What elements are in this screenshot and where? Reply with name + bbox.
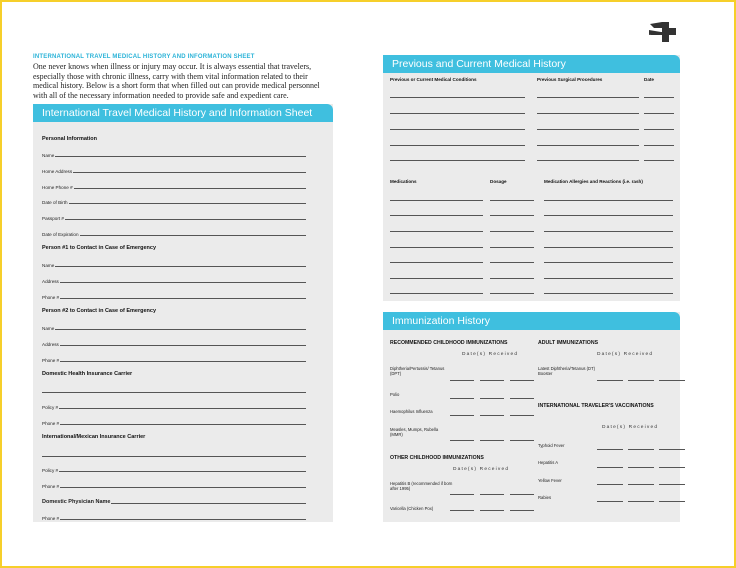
allergy-blank-line[interactable] bbox=[544, 215, 673, 216]
date-received-blank-line[interactable] bbox=[510, 380, 534, 381]
medication-blank-line[interactable] bbox=[390, 293, 483, 294]
field-home-address[interactable]: Home Address bbox=[42, 166, 306, 174]
section-heading-domestic-insurance: Domestic Health Insurance Carrier bbox=[42, 371, 133, 377]
date-received-blank-line[interactable] bbox=[597, 449, 623, 450]
adult-heading: ADULT IMMUNIZATIONS bbox=[538, 340, 599, 346]
allergy-blank-line[interactable] bbox=[544, 293, 673, 294]
field-contact2-name[interactable]: Name bbox=[42, 323, 306, 331]
date-received-blank-line[interactable] bbox=[510, 415, 534, 416]
allergy-blank-line[interactable] bbox=[544, 278, 673, 279]
date-received-blank-line[interactable] bbox=[659, 467, 685, 468]
date-received-blank-line[interactable] bbox=[450, 398, 474, 399]
surgical-blank-line[interactable] bbox=[537, 145, 639, 146]
surgical-blank-line[interactable] bbox=[537, 97, 639, 98]
dosage-blank-line[interactable] bbox=[490, 293, 534, 294]
info-sheet-panel bbox=[33, 104, 333, 522]
date-received-blank-line[interactable] bbox=[480, 398, 504, 399]
date-received-blank-line[interactable] bbox=[659, 484, 685, 485]
col-allergies: Medication Allergies and Reactions (i.e. rash) bbox=[544, 179, 643, 184]
date-received-blank-line[interactable] bbox=[480, 380, 504, 381]
field-date-of-birth[interactable]: Date of Birth bbox=[42, 197, 306, 205]
medical-cross-logo-icon bbox=[648, 20, 682, 44]
date-received-blank-line[interactable] bbox=[510, 494, 534, 495]
date-received-blank-line[interactable] bbox=[450, 494, 474, 495]
date-received-blank-line[interactable] bbox=[450, 440, 474, 441]
vaccine-dt-booster: Latest Diphtheria/Tetanus (DT) Booster bbox=[538, 366, 596, 376]
recommended-heading: RECOMMENDED CHILDHOOD IMMUNIZATIONS bbox=[390, 340, 508, 346]
allergy-blank-line[interactable] bbox=[544, 200, 673, 201]
vaccine-hepatitis-a: Hepatitis A bbox=[538, 460, 559, 465]
field-date-of-expiration[interactable]: Date of Expiration bbox=[42, 229, 306, 237]
dosage-blank-line[interactable] bbox=[490, 247, 534, 248]
field-contact1-phone[interactable]: Phone # bbox=[42, 292, 306, 300]
field-domestic-phone[interactable]: Phone # bbox=[42, 418, 306, 426]
col-conditions: Previous or Current Medical Conditions bbox=[390, 77, 477, 82]
dosage-blank-line[interactable] bbox=[490, 262, 534, 263]
dosage-blank-line[interactable] bbox=[490, 200, 534, 201]
medication-blank-line[interactable] bbox=[390, 262, 483, 263]
medication-blank-line[interactable] bbox=[390, 278, 483, 279]
field-contact1-name[interactable]: Name bbox=[42, 260, 306, 268]
dosage-blank-line[interactable] bbox=[490, 215, 534, 216]
surgery-date-blank-line[interactable] bbox=[644, 97, 674, 98]
section-heading-intl-insurance: International/Mexican Insurance Carrier bbox=[42, 434, 146, 440]
field-contact2-phone[interactable]: Phone # bbox=[42, 355, 306, 363]
condition-blank-line[interactable] bbox=[390, 129, 525, 130]
immunization-title: Immunization History bbox=[383, 312, 680, 330]
vaccine-dpt: Diphtheria/Pertussis/ Tetanus (DPT) bbox=[390, 366, 445, 376]
vaccine-hepatitis-b: Hepatitis B (recommended if born after 1995) bbox=[390, 481, 453, 491]
dates-received-label: Date(s) Received bbox=[462, 352, 519, 357]
date-received-blank-line[interactable] bbox=[510, 510, 534, 511]
medication-blank-line[interactable] bbox=[390, 231, 483, 232]
medication-blank-line[interactable] bbox=[390, 215, 483, 216]
allergy-blank-line[interactable] bbox=[544, 247, 673, 248]
date-received-blank-line[interactable] bbox=[597, 380, 623, 381]
date-received-blank-line[interactable] bbox=[450, 510, 474, 511]
surgery-date-blank-line[interactable] bbox=[644, 113, 674, 114]
surgery-date-blank-line[interactable] bbox=[644, 160, 674, 161]
dates-received-label-other: Date(s) Received bbox=[453, 467, 510, 472]
condition-blank-line[interactable] bbox=[390, 97, 525, 98]
surgical-blank-line[interactable] bbox=[537, 113, 639, 114]
intro-title: INTERNATIONAL TRAVEL MEDICAL HISTORY AND INFORMATION SHEET bbox=[33, 54, 255, 60]
col-dosage: Dosage bbox=[490, 179, 507, 184]
condition-blank-line[interactable] bbox=[390, 160, 525, 161]
surgical-blank-line[interactable] bbox=[537, 129, 639, 130]
date-received-blank-line[interactable] bbox=[628, 501, 654, 502]
medical-history-title: Previous and Current Medical History bbox=[383, 55, 680, 73]
surgery-date-blank-line[interactable] bbox=[644, 129, 674, 130]
vaccine-mmr: Measles, Mumps, Rubella (MMR) bbox=[390, 427, 439, 437]
date-received-blank-line[interactable] bbox=[480, 440, 504, 441]
surgical-blank-line[interactable] bbox=[537, 160, 639, 161]
date-received-blank-line[interactable] bbox=[480, 494, 504, 495]
condition-blank-line[interactable] bbox=[390, 113, 525, 114]
intro-paragraph: One never knows when illness or injury may occur. It is always essential that travelers, especially those with chronic illness, carry with them vital information related to their medical history. Below is a short form that when filled out can provide medical personnel with all of the necessary information needed to provide safe and expedient care. bbox=[33, 62, 320, 100]
date-received-blank-line[interactable] bbox=[597, 501, 623, 502]
date-received-blank-line[interactable] bbox=[597, 484, 623, 485]
col-surgical: Previous Surgical Procedures bbox=[537, 77, 603, 82]
surgery-date-blank-line[interactable] bbox=[644, 145, 674, 146]
date-received-blank-line[interactable] bbox=[659, 449, 685, 450]
field-home-phone[interactable]: Home Phone # bbox=[42, 182, 306, 190]
section-heading-contact-1: Person #1 to Contact in Case of Emergency bbox=[42, 245, 157, 251]
medication-blank-line[interactable] bbox=[390, 247, 483, 248]
vaccine-yellow-fever: Yellow Fever bbox=[538, 478, 562, 483]
field-intl-carrier[interactable] bbox=[42, 456, 306, 457]
field-name[interactable]: Name bbox=[42, 150, 306, 158]
date-received-blank-line[interactable] bbox=[450, 380, 474, 381]
field-passport[interactable]: Passport # bbox=[42, 213, 306, 221]
vaccine-typhoid: Typhoid Fever bbox=[538, 443, 565, 448]
date-received-blank-line[interactable] bbox=[510, 440, 534, 441]
field-physician-phone[interactable]: Phone # bbox=[42, 513, 306, 521]
field-physician-name[interactable]: Domestic Physician Name bbox=[42, 496, 306, 505]
date-received-blank-line[interactable] bbox=[480, 415, 504, 416]
dates-received-label-adult: Date(s) Received bbox=[597, 352, 654, 357]
field-intl-policy[interactable]: Policy # bbox=[42, 465, 306, 473]
date-received-blank-line[interactable] bbox=[628, 449, 654, 450]
date-received-blank-line[interactable] bbox=[659, 501, 685, 502]
date-received-blank-line[interactable] bbox=[480, 510, 504, 511]
field-contact1-address[interactable]: Address bbox=[42, 276, 306, 284]
vaccine-varicella: Varicella (Chicken Pox) bbox=[390, 506, 434, 511]
medication-blank-line[interactable] bbox=[390, 200, 483, 201]
dates-received-label-traveler: Date(s) Received bbox=[602, 425, 659, 430]
vaccine-haemophilus: Haemophilus Influenza bbox=[390, 409, 433, 414]
date-received-blank-line[interactable] bbox=[628, 380, 654, 381]
dosage-blank-line[interactable] bbox=[490, 231, 534, 232]
field-domestic-carrier[interactable] bbox=[42, 392, 306, 393]
section-heading-personal: Personal Information bbox=[42, 136, 98, 142]
section-heading-contact-2: Person #2 to Contact in Case of Emergency bbox=[42, 308, 157, 314]
field-contact2-address[interactable]: Address bbox=[42, 339, 306, 347]
date-received-blank-line[interactable] bbox=[597, 467, 623, 468]
info-sheet-title: International Travel Medical History and Information Sheet bbox=[33, 104, 333, 122]
field-domestic-policy[interactable]: Policy # bbox=[42, 402, 306, 410]
date-received-blank-line[interactable] bbox=[659, 380, 685, 381]
allergy-blank-line[interactable] bbox=[544, 262, 673, 263]
allergy-blank-line[interactable] bbox=[544, 231, 673, 232]
date-received-blank-line[interactable] bbox=[628, 467, 654, 468]
field-intl-phone[interactable]: Phone # bbox=[42, 481, 306, 489]
dosage-blank-line[interactable] bbox=[490, 278, 534, 279]
immunization-panel bbox=[383, 312, 680, 522]
col-medications: Medications bbox=[390, 179, 417, 184]
date-received-blank-line[interactable] bbox=[628, 484, 654, 485]
traveler-heading: INTERNATIONAL TRAVELER'S VACCINATIONS bbox=[538, 403, 654, 409]
col-date: Date bbox=[644, 77, 654, 82]
medical-history-panel bbox=[383, 55, 680, 301]
condition-blank-line[interactable] bbox=[390, 145, 525, 146]
date-received-blank-line[interactable] bbox=[510, 398, 534, 399]
vaccine-rabies: Rabies bbox=[538, 495, 552, 500]
other-heading: OTHER CHILDHOOD IMMUNIZATIONS bbox=[390, 455, 484, 461]
vaccine-polio: Polio bbox=[390, 392, 400, 397]
date-received-blank-line[interactable] bbox=[450, 415, 474, 416]
